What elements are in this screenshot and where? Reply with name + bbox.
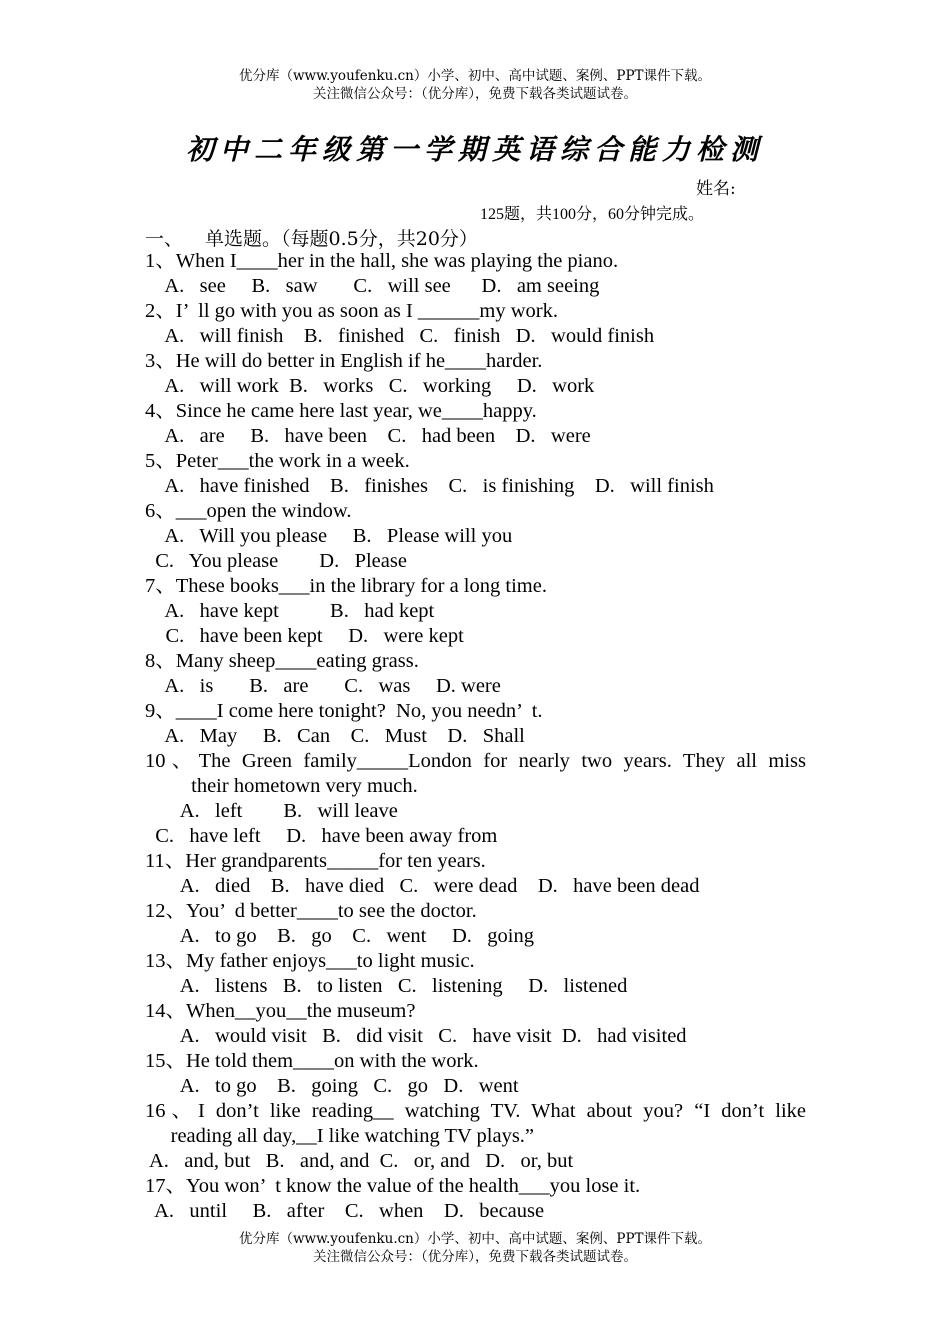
question-line: 2、I’ ll go with you as soon as I ______my work.	[145, 300, 559, 322]
options-line: A. is B. are C. was D. were	[145, 675, 501, 697]
options-line: A. and, but B. and, and C. or, and D. or, but	[145, 1150, 574, 1172]
question-line: 17、You won’ t know the value of the health___you lose it.	[145, 1175, 641, 1197]
options-line: A. Will you please B. Please will you	[145, 525, 513, 547]
options-line: A. left B. will leave	[145, 800, 398, 822]
options-line: A. would visit B. did visit C. have visit D. had visited	[145, 1025, 687, 1047]
question-line: 1、When I____her in the hall, she was playing the piano.	[145, 250, 619, 272]
question-line: 3、He will do better in English if he____harder.	[145, 350, 543, 372]
options-line: A. have kept B. had kept	[145, 600, 435, 622]
question-line: 9、____I come here tonight? No, you needn’ t.	[145, 700, 543, 722]
section-number: 一、	[145, 228, 184, 250]
watermark-top-line1: 优分库（www.youfenku.cn）小学、初中、高中试题、案例、PPT课件下载。	[238, 68, 712, 84]
options-line: A. May B. Can C. Must D. Shall	[145, 725, 525, 747]
section-title: 单选题。（每题0.5分，共20分）	[205, 228, 478, 250]
options-line: A. died B. have died C. were dead D. have been dead	[145, 875, 700, 897]
section-heading	[145, 224, 478, 251]
options-line: A. see B. saw C. will see D. am seeing	[145, 275, 600, 297]
question-line: 13、My father enjoys___to light music.	[145, 950, 475, 972]
options-line: A. will work B. works C. working D. work	[145, 375, 595, 397]
question-line: 8、Many sheep____eating grass.	[145, 650, 419, 672]
options-line: A. will finish B. finished C. finish D. would finish	[145, 325, 655, 347]
exam-info: 125题，共100分，60分钟完成。	[480, 206, 705, 223]
options-line: C. have been kept D. were kept	[145, 625, 464, 647]
question-line: 10、The Green family_____London for nearly two years. They all miss	[145, 750, 806, 772]
options-line: A. are B. have been C. had been D. were	[145, 425, 591, 447]
options-line: A. until B. after C. when D. because	[145, 1200, 545, 1222]
exam-title: 初中二年级第一学期英语综合能力检测	[185, 133, 764, 166]
question-line: 16、I don’t like reading__ watching TV. What about you? “I don’t like	[145, 1100, 806, 1122]
question-line: reading all day,__I like watching TV plays.”	[145, 1125, 535, 1147]
options-line: A. have finished B. finishes C. is finishing D. will finish	[145, 475, 714, 497]
question-line: 4、Since he came here last year, we____happy.	[145, 400, 537, 422]
watermark-bottom-line2: 关注微信公众号：（优分库），免费下载各类试题试卷。	[313, 1249, 637, 1265]
question-line: 7、These books___in the library for a long time.	[145, 575, 547, 597]
question-line: 11、Her grandparents_____for ten years.	[145, 850, 486, 872]
question-line: their hometown very much.	[145, 775, 418, 797]
name-label: 姓名:	[696, 179, 736, 199]
options-line: C. have left D. have been away from	[145, 825, 498, 847]
question-line: 6、___open the window.	[145, 500, 352, 522]
options-line: A. to go B. going C. go D. went	[145, 1075, 519, 1097]
options-line: A. listens B. to listen C. listening D. listened	[145, 975, 628, 997]
watermark-top-line2: 关注微信公众号：（优分库），免费下载各类试题试卷。	[313, 86, 637, 102]
options-line: C. You please D. Please	[145, 550, 407, 572]
question-line: 5、Peter___the work in a week.	[145, 450, 410, 472]
question-line: 14、When__you__the museum?	[145, 1000, 416, 1022]
options-line: A. to go B. go C. went D. going	[145, 925, 534, 947]
question-line: 15、He told them____on with the work.	[145, 1050, 479, 1072]
question-line: 12、You’ d better____to see the doctor.	[145, 900, 477, 922]
watermark-bottom-line1: 优分库（www.youfenku.cn）小学、初中、高中试题、案例、PPT课件下载。	[238, 1231, 712, 1247]
